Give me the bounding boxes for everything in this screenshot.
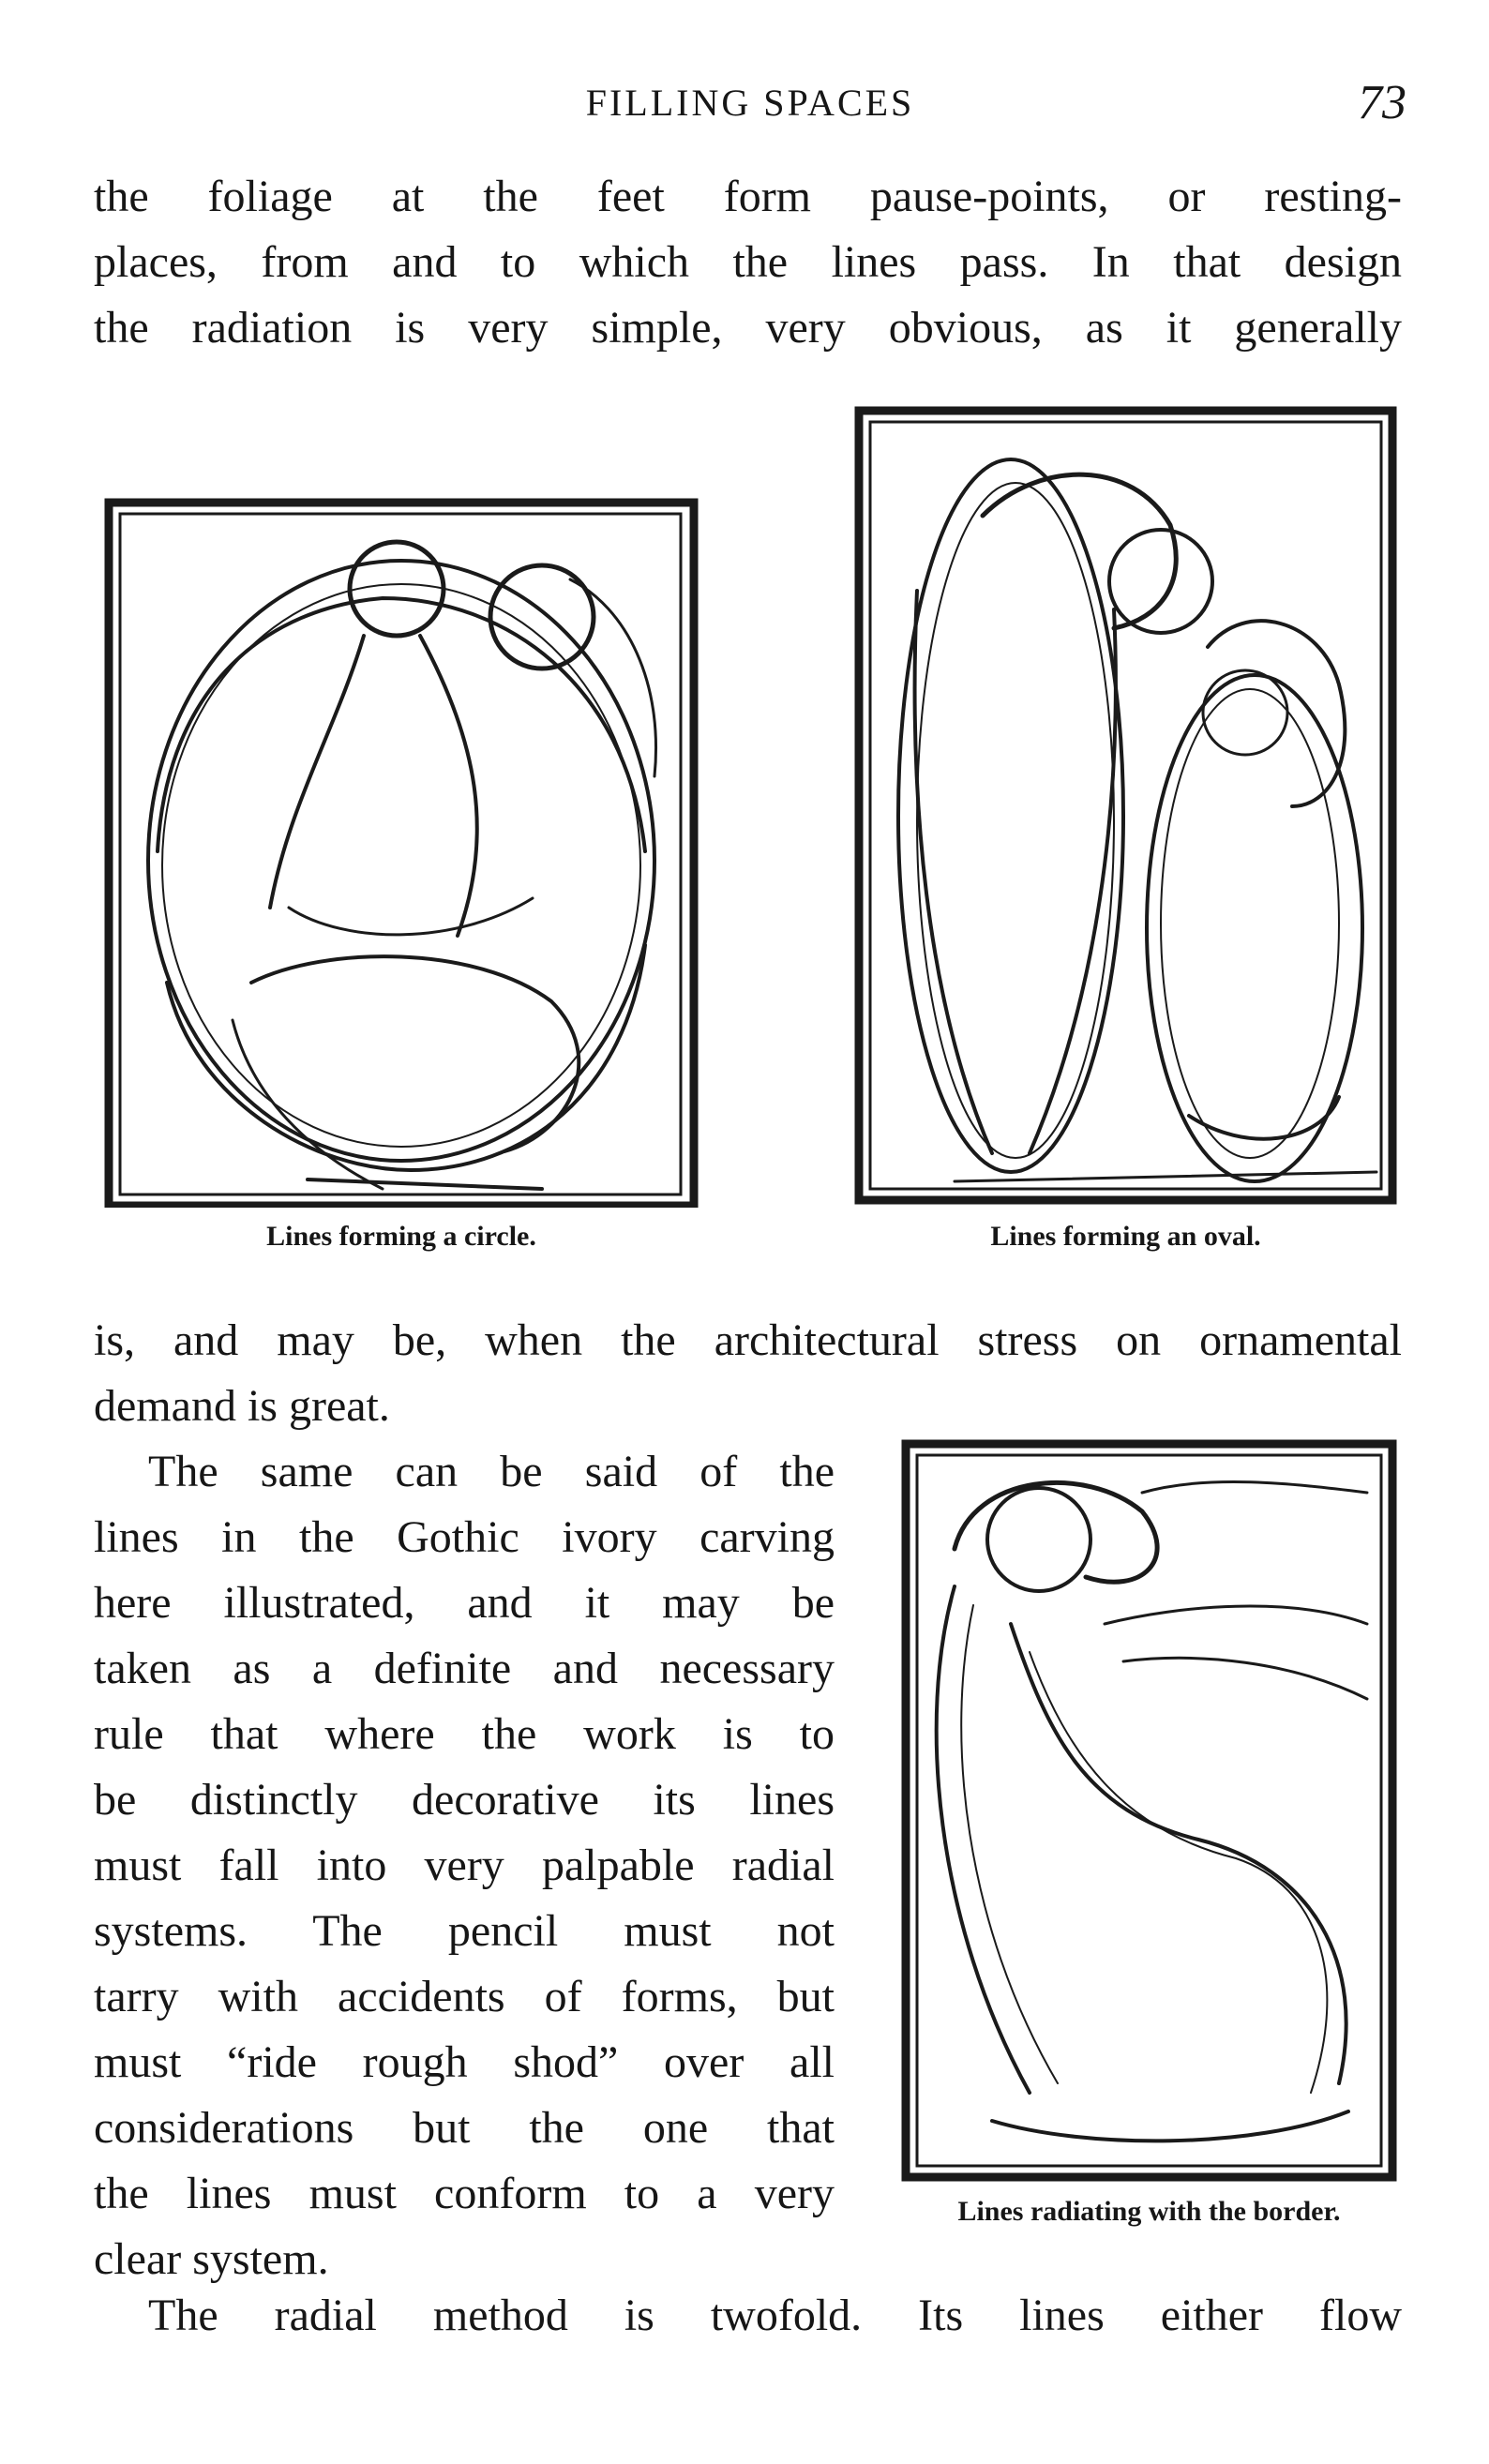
figure-caption: Lines forming a circle. xyxy=(266,1221,536,1252)
text-line: rule that where the work is to xyxy=(94,1709,835,1759)
text-line: be distinctly decorative its lines xyxy=(94,1775,835,1825)
text-line: the lines must conform to a very xyxy=(94,2169,835,2218)
text-line: the radiation is very simple, very obvious, as it generally xyxy=(94,303,1402,353)
figure-radiating-border xyxy=(898,1436,1400,2227)
paragraph-side xyxy=(94,1439,835,2292)
sketch-circle-illustration xyxy=(101,495,701,1208)
text-line: demand is great. xyxy=(94,1381,390,1431)
figure-oval xyxy=(851,403,1400,1252)
sketch-radiating-border-illustration xyxy=(898,1436,1400,2186)
text-line: The radial method is twofold. Its lines either flow xyxy=(148,2291,1402,2340)
text-line: systems. The pencil must not xyxy=(94,1906,835,1956)
paragraph-mid xyxy=(94,1308,1402,1439)
page-number: 73 xyxy=(1358,76,1406,129)
text-line: taken as a definite and necessary xyxy=(94,1644,835,1693)
sketch-oval-illustration xyxy=(851,403,1400,1209)
paragraph-bottom xyxy=(94,2283,1402,2349)
text-line: places, from and to which the lines pass. In that design xyxy=(94,237,1402,287)
text-line: the foliage at the feet form pause-points, or resting- xyxy=(94,172,1402,221)
text-line: here illustrated, and it may be xyxy=(94,1578,835,1628)
text-line: considerations but the one that xyxy=(94,2103,835,2153)
text-line: must “ride rough shod” over all xyxy=(94,2037,835,2087)
text-line: is, and may be, when the architectural stress on ornamental xyxy=(94,1315,1402,1365)
figure-circle xyxy=(101,495,701,1252)
running-head: FILLING SPACES xyxy=(585,82,915,124)
paragraph-top xyxy=(94,164,1402,361)
text-line: lines in the Gothic ivory carving xyxy=(94,1512,835,1562)
text-line: The same can be said of the xyxy=(148,1447,835,1496)
page-header xyxy=(94,75,1406,131)
figure-caption: Lines forming an oval. xyxy=(990,1221,1261,1252)
text-line: clear system. xyxy=(94,2234,329,2284)
figure-caption: Lines radiating with the border. xyxy=(957,2196,1341,2227)
text-line: must fall into very palpable radial xyxy=(94,1840,835,1890)
text-line: tarry with accidents of forms, but xyxy=(94,1972,835,2021)
